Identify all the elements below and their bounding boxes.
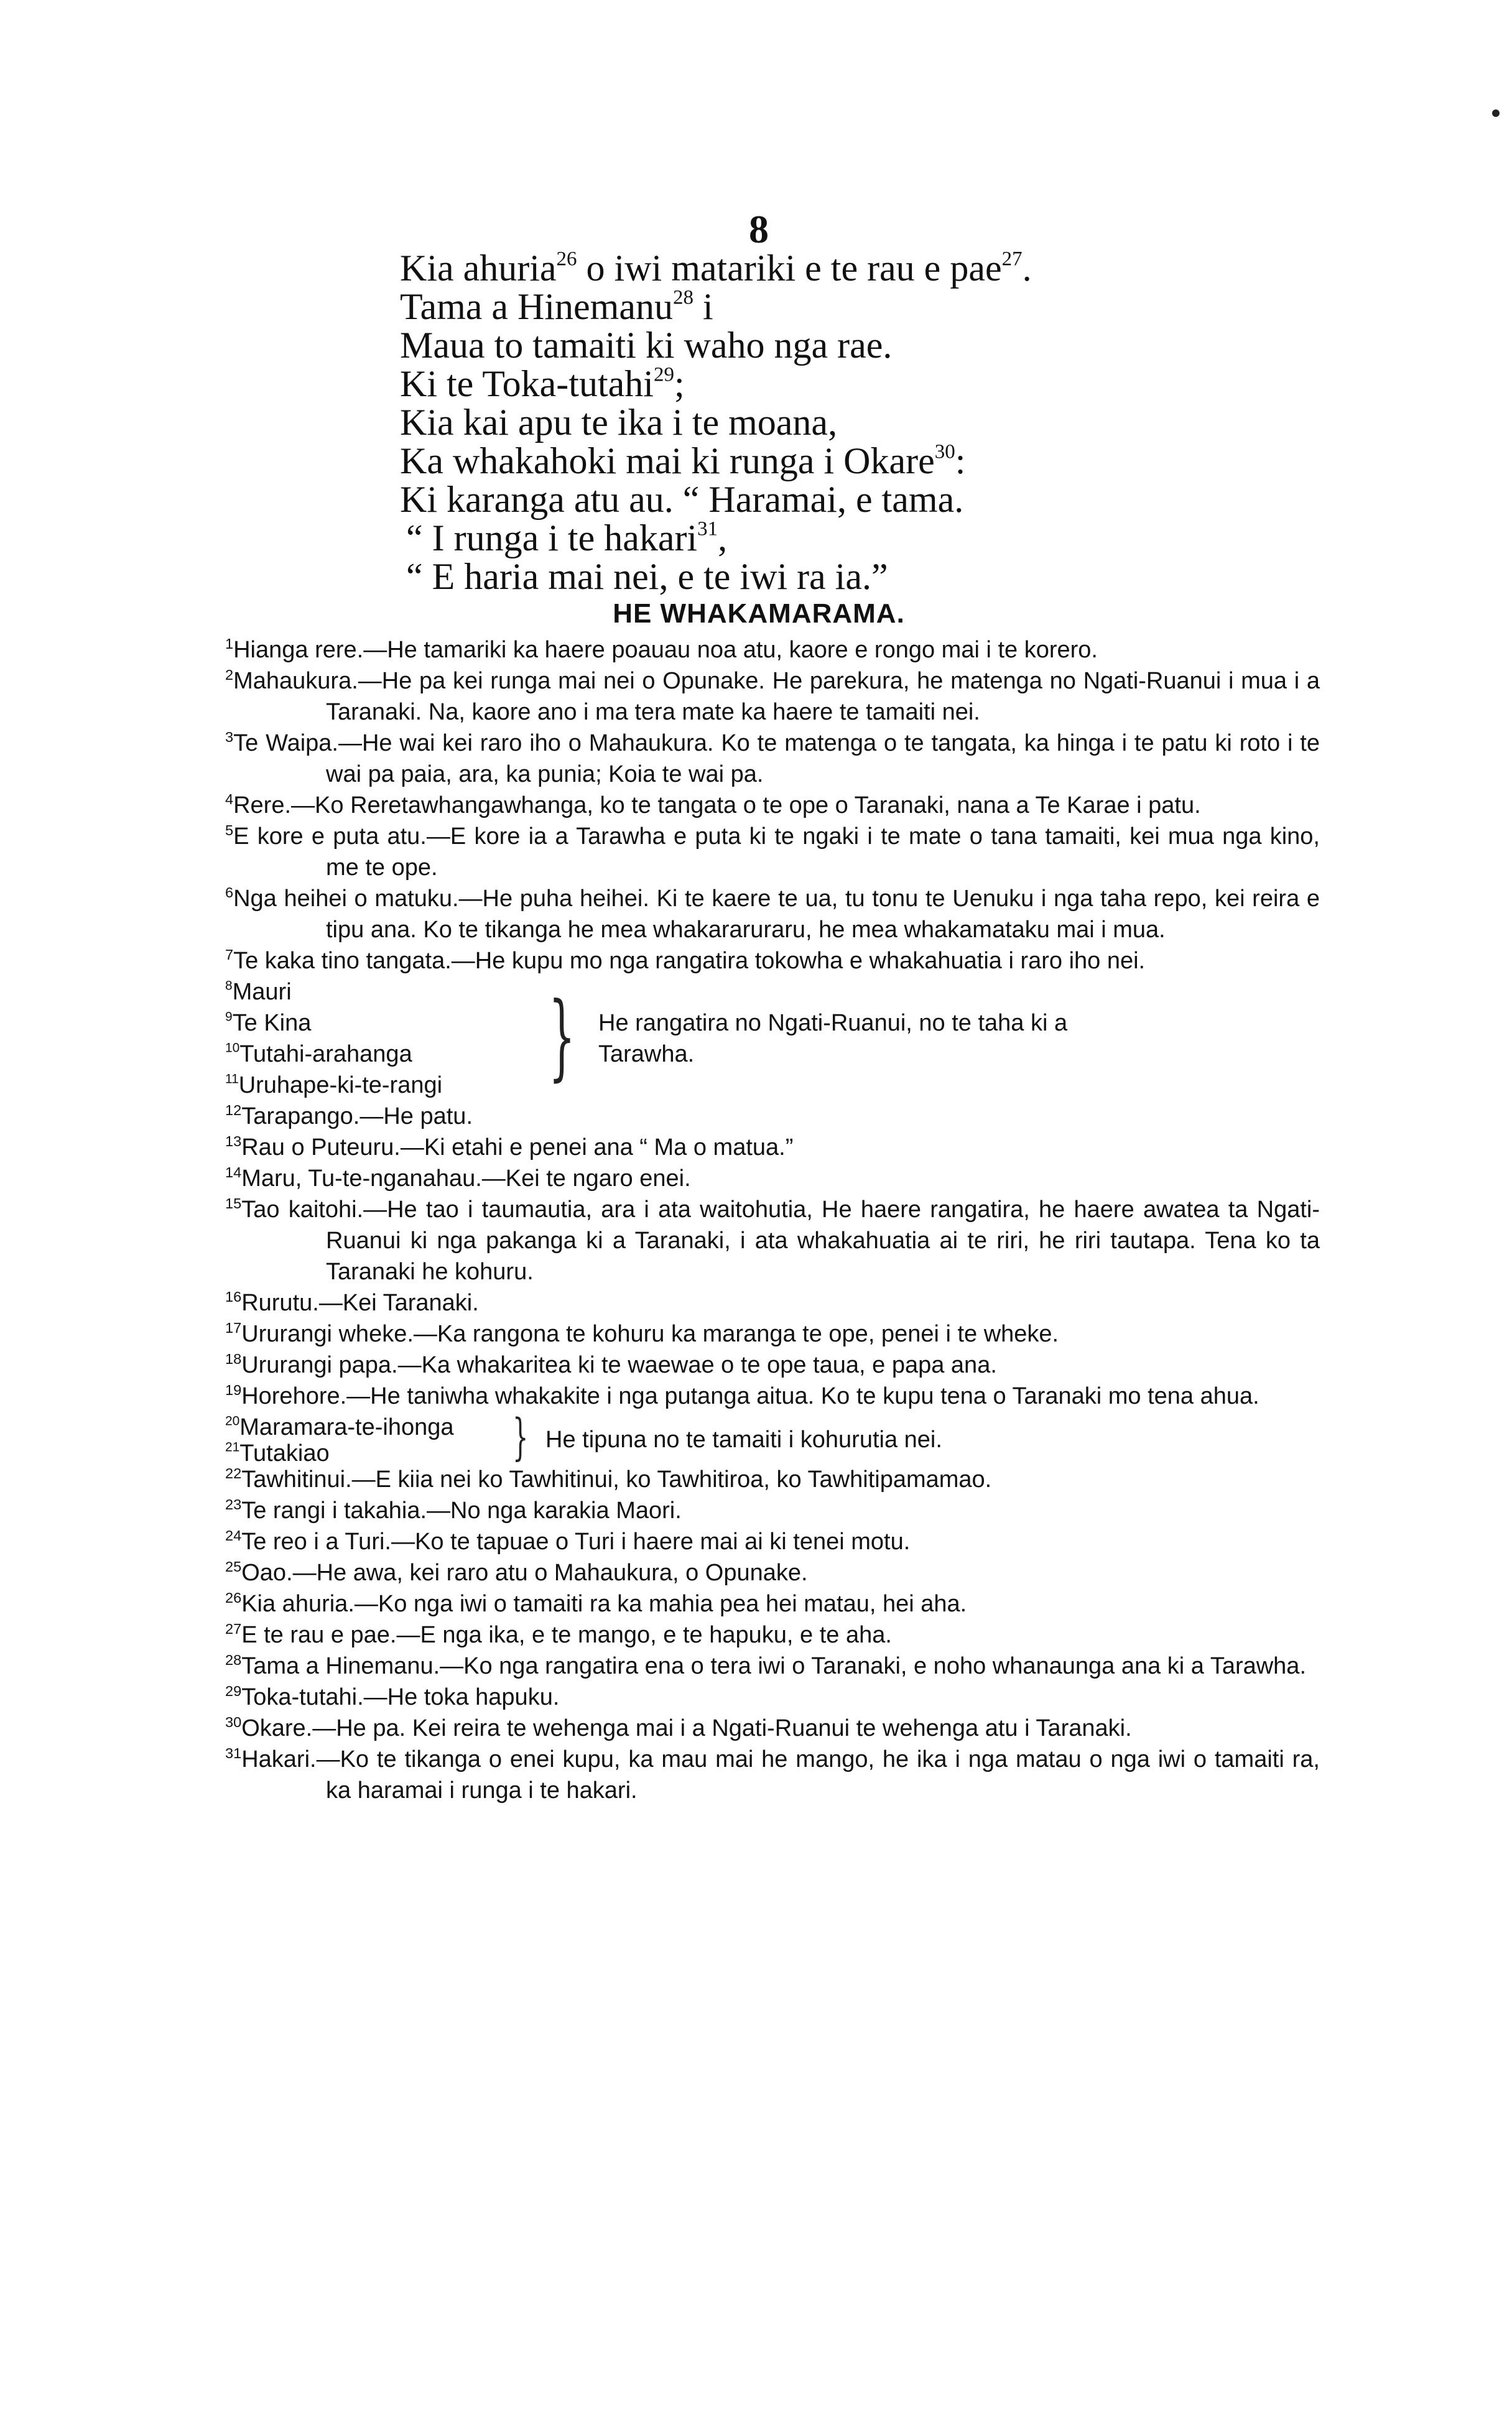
note-19: $^{19}$Horehore.—He taniwha whakakite i nga putanga aitua. Ko te kupu tena o Taranaki mo tena ahua.: [225, 1381, 1259, 1409]
explanatory-notes: [225, 634, 1320, 1806]
note-27: $^{27}$E te rau e pae.—E nga ika, e te mango, e te hapuku, e te aha.: [225, 1620, 892, 1648]
note-14: $^{14}$Maru, Tu-te-nganahau.—Kei te ngaro enei.: [225, 1164, 691, 1192]
poem-line: Kia kai apu te ika i te moana,: [400, 402, 838, 443]
notes-heading: HE WHAKAMARAMA.: [613, 598, 905, 629]
note-3: $^3$Te Waipa.—He wai kei raro iho o Mahaukura. Ko te matenga o te tangata, ka hinga i te patu ki roto i te wai pa paia, ara, ka punia; Koia te wai pa.: [225, 728, 1320, 787]
poem-line: Maua to tamaiti ki waho nga rae.: [400, 325, 893, 366]
note-26: $^{26}$Kia ahuria.—Ko nga iwi o tamaiti ra ka mahia pea hei matau, hei aha.: [225, 1589, 967, 1617]
note-20: $^{20}$Maramara-te-ihonga: [225, 1414, 454, 1440]
note-5: $^5$E kore e puta atu.—E kore ia a Tarawha e puta ki te ngaki i te mate o tana tamaiti, kei mua nga kino, me te ope.: [225, 822, 1320, 881]
brace-symbol: }: [549, 983, 575, 1091]
note-group-20-21: [225, 1408, 1320, 1467]
note-29: $^{29}$Toka-tutahi.—He toka hapuku.: [225, 1682, 560, 1710]
note-31: $^{31}$Hakari.—Ko te tikanga o enei kupu, ka mau mai he mango, he ika i nga matau o nga iwi o tamaiti ra, ka haramai i runga i te hakari.: [225, 1745, 1320, 1804]
note-4: $^4$Rere.—Ko Reretawhangawhanga, ko te tangata o te ope o Taranaki, nana a Te Karae i patu.: [225, 790, 1201, 818]
note-24: $^{24}$Te reo i a Turi.—Ko te tapuae o Turi i haere mai ai ki tenei motu.: [225, 1527, 911, 1555]
note-9: $^9$Te Kina: [225, 1009, 312, 1036]
note-18: $^{18}$Ururangi papa.—Ka whakaritea ki te waewae o te ope taua, e papa ana.: [225, 1350, 997, 1378]
note-17: $^{17}$Ururangi wheke.—Ka rangona te kohuru ka maranga te ope, penei i te wheke.: [225, 1319, 1059, 1347]
note-7: $^7$Te kaka tino tangata.—He kupu mo nga rangatira tokowha e whakahuatia i raro iho nei.: [225, 946, 1146, 974]
poem: [400, 249, 1395, 596]
note-group-20-21-text: He tipuna no te tamaiti i kohurutia nei.: [545, 1427, 942, 1453]
note-25: $^{25}$Oao.—He awa, kei raro atu o Mahaukura, o Opunake.: [225, 1558, 808, 1586]
poem-line: Ki karanga atu au. “ Haramai, e tama.: [400, 479, 964, 520]
note-23: $^{23}$Te rangi i takahia.—No nga karakia Maori.: [225, 1496, 682, 1524]
poem-line: Tama a Hinemanu$^{28}$ i: [400, 286, 713, 327]
note-2: $^2$Mahaukura.—He pa kei runga mai nei o Opunake. He parekura, he matenga no Ngati-Ruanui i mua i a Taranaki. Na, kaore ano i ma tera mate ka haere te tamaiti nei.: [225, 666, 1320, 725]
note-21: $^{21}$Tutakiao: [225, 1440, 330, 1467]
note-8: $^8$Mauri: [225, 978, 292, 1005]
poem-line: Ka whakahoki mai ki runga i Okare$^{30}$:: [400, 440, 966, 481]
note-30: $^{30}$Okare.—He pa. Kei reira te wehenga mai i a Ngati-Ruanui te wehenga atu i Taranaki.: [225, 1713, 1132, 1741]
note-15: $^{15}$Tao kaitohi.—He tao i taumautia, ara i ata waitohutia, He haere rangatira, he haere awatea ta Ngati-Ruanui ki nga pakanga ki a Taranaki, i ata whakahuatia ai te riri, he riri tautapa. Tena ko ta Taranaki he kohuru.: [225, 1195, 1320, 1285]
note-10: $^{10}$Tutahi-arahanga: [225, 1040, 412, 1067]
note-1: $^1$Hianga rere.—He tamariki ka haere poauau noa atu, kaore e rongo mai i te korero.: [225, 635, 1098, 663]
poem-line: Ki te Toka-tutahi$^{29}$;: [400, 363, 685, 404]
margin-dot: [1492, 109, 1500, 117]
page-number: 8: [749, 207, 769, 251]
note-12: $^{12}$Tarapango.—He patu.: [225, 1101, 473, 1129]
note-22: $^{22}$Tawhitinui.—E kiia nei ko Tawhitinui, ko Tawhitiroa, ko Tawhitipamamao.: [225, 1465, 992, 1493]
note-group-8-11: [225, 976, 1320, 1101]
note-group-8-11-text: He rangatira no Ngati-Ruanui, no te taha ki a Tarawha.: [598, 1010, 1068, 1067]
note-11: $^{11}$Uruhape-ki-te-rangi: [225, 1072, 443, 1098]
poem-line: Kia ahuria$^{26}$ o iwi matariki e te rau e pae$^{27}$.: [400, 248, 1032, 289]
note-16: $^{16}$Rurutu.—Kei Taranaki.: [225, 1288, 479, 1316]
poem-line: “ I runga i te hakari$^{31}$,: [406, 517, 728, 558]
poem-line: “ E haria mai nei, e te iwi ra ia.”: [406, 556, 888, 597]
note-28: $^{28}$Tama a Hinemanu.—Ko nga rangatira ena o tera iwi o Taranaki, e noho whanaunga ana ki a Tarawha.: [225, 1651, 1307, 1679]
brace-symbol: }: [513, 1408, 529, 1466]
note-6: $^6$Nga heihei o matuku.—He puha heihei. Ki te kaere te ua, tu tonu te Uenuku i nga taha repo, kei reira e tipu ana. Ko te tikanga he mea whakararuraru, he mea whakamataku mai i mua.: [225, 884, 1320, 943]
note-13: $^{13}$Rau o Puteuru.—Ki etahi e penei ana “ Ma o matua.”: [225, 1133, 794, 1161]
